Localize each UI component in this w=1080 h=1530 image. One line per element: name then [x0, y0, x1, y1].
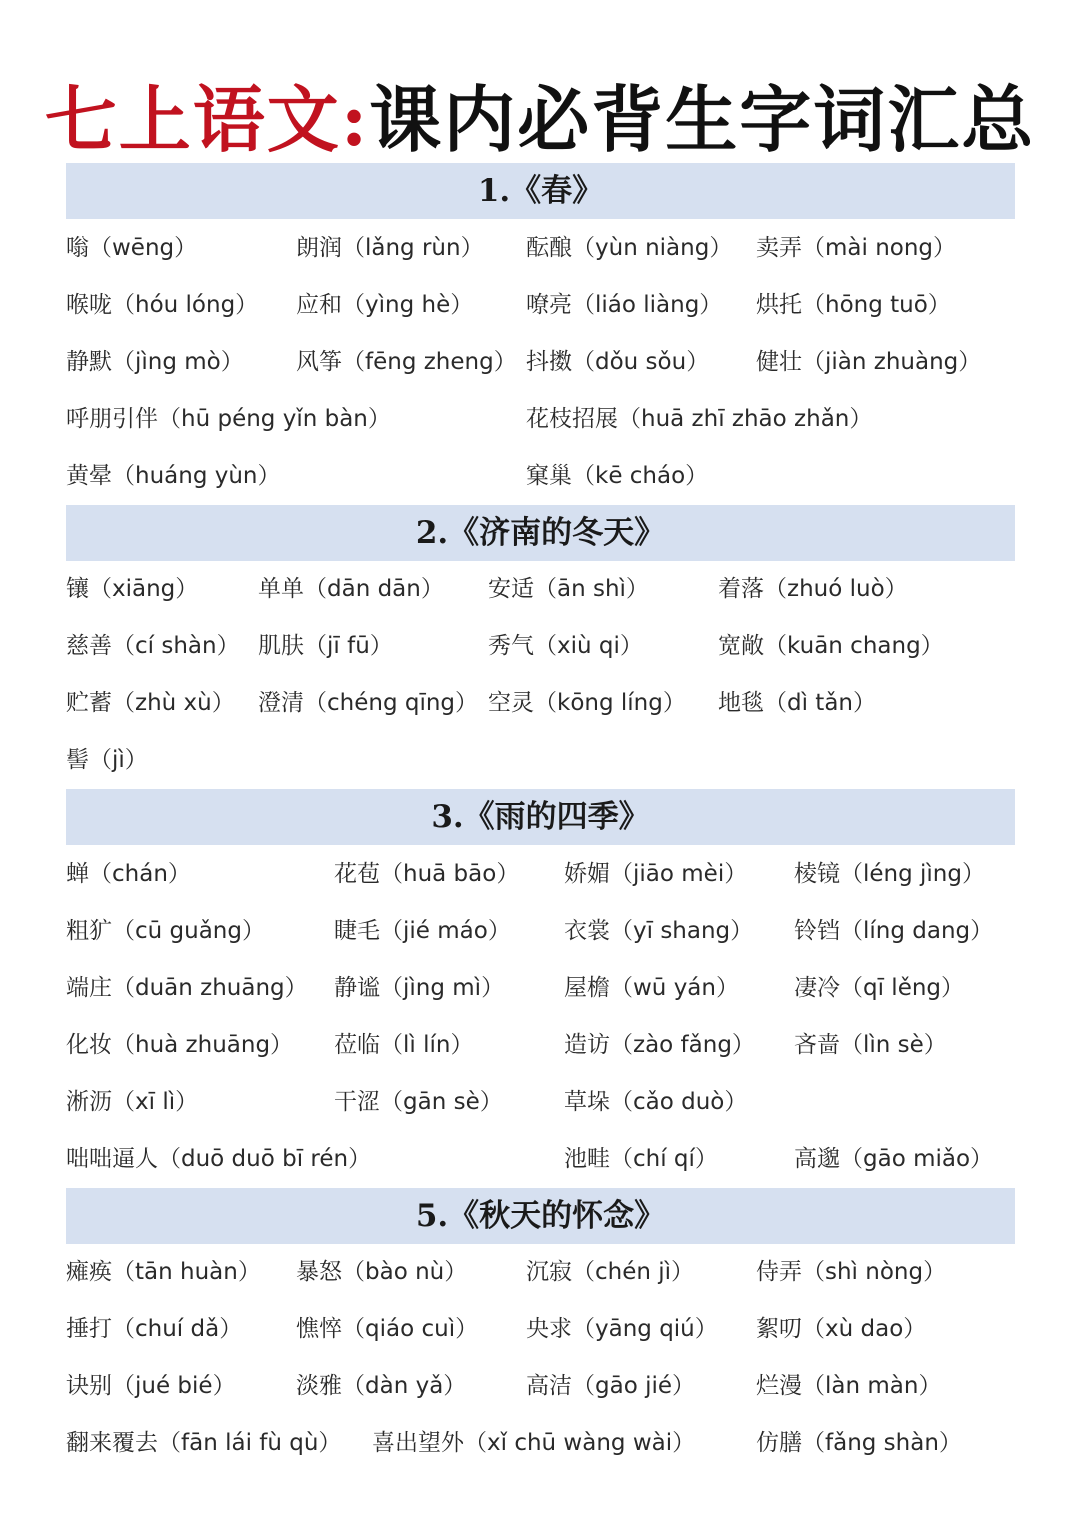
section-header-3: 3.《雨的四季》	[66, 789, 1015, 845]
word-entry: 暴怒（bào nù）	[296, 1259, 468, 1285]
word-entry: 烂漫（làn màn）	[756, 1373, 942, 1399]
word-entry: 静默（jìng mò）	[66, 349, 244, 375]
word-entry: 池畦（chí qí）	[564, 1146, 718, 1172]
word-entry: 捶打（chuí dǎ）	[66, 1316, 243, 1342]
word-entry: 秀气（xiù qi）	[488, 633, 643, 659]
page-title	[0, 78, 1080, 162]
word-entry: 安适（ān shì）	[488, 576, 649, 602]
word-entry: 衣裳（yī shang）	[564, 918, 754, 944]
word-entry: 朗润（lǎng rùn）	[296, 235, 484, 261]
word-entry: 烘托（hōng tuō）	[756, 292, 951, 318]
word-entry: 造访（zào fǎng）	[564, 1032, 755, 1058]
word-entry: 嗡（wēng）	[66, 235, 198, 261]
word-entry: 端庄（duān zhuāng）	[66, 975, 308, 1001]
word-entry: 喉咙（hóu lóng）	[66, 292, 259, 318]
word-entry: 莅临（lì lín）	[334, 1032, 474, 1058]
word-entry: 澄清（chéng qīng）	[258, 690, 479, 716]
word-entry: 凄冷（qī lěng）	[794, 975, 965, 1001]
word-entry: 窠巢（kē cháo）	[526, 463, 709, 489]
word-entry: 花枝招展（huā zhī zhāo zhǎn）	[526, 406, 873, 432]
word-entry: 侍弄（shì nòng）	[756, 1259, 947, 1285]
section-header-2: 2.《济南的冬天》	[66, 505, 1015, 561]
word-entry: 喜出望外（xǐ chū wàng wài）	[372, 1430, 696, 1456]
word-entry: 髻（jì）	[66, 747, 148, 773]
section-header-5: 5.《秋天的怀念》	[66, 1188, 1015, 1244]
word-entry: 草垛（cǎo duò）	[564, 1089, 748, 1115]
word-entry: 蝉（chán）	[66, 861, 191, 887]
word-entry: 睫毛（jié máo）	[334, 918, 511, 944]
word-entry: 着落（zhuó luò）	[718, 576, 908, 602]
word-entry: 吝啬（lìn sè）	[794, 1032, 947, 1058]
word-entry: 咄咄逼人（duō duō bī rén）	[66, 1146, 372, 1172]
word-entry: 高邈（gāo miǎo）	[794, 1146, 994, 1172]
word-entry: 粗犷（cū guǎng）	[66, 918, 265, 944]
word-entry: 黄晕（huáng yùn）	[66, 463, 281, 489]
word-entry: 酝酿（yùn niàng）	[526, 235, 733, 261]
word-entry: 絮叨（xù dao）	[756, 1316, 927, 1342]
word-entry: 嘹亮（liáo liàng）	[526, 292, 723, 318]
word-entry: 屋檐（wū yán）	[564, 975, 739, 1001]
word-entry: 淅沥（xī lì）	[66, 1089, 199, 1115]
word-entry: 呼朋引伴（hū péng yǐn bàn）	[66, 406, 391, 432]
word-entry: 贮蓄（zhù xù）	[66, 690, 235, 716]
word-entry: 化妆（huà zhuāng）	[66, 1032, 294, 1058]
word-entry: 干涩（gān sè）	[334, 1089, 503, 1115]
word-entry: 娇媚（jiāo mèi）	[564, 861, 748, 887]
word-entry: 应和（yìng hè）	[296, 292, 474, 318]
word-entry: 花苞（huā bāo）	[334, 861, 520, 887]
word-entry: 抖擞（dǒu sǒu）	[526, 349, 710, 375]
word-entry: 静谧（jìng mì）	[334, 975, 505, 1001]
word-entry: 风筝（fēng zheng）	[296, 349, 517, 375]
title-part-2: 课内必背生字词汇总	[369, 77, 1036, 162]
word-entry: 仿膳（fǎng shàn）	[756, 1430, 962, 1456]
word-entry: 慈善（cí shàn）	[66, 633, 240, 659]
word-entry: 空灵（kōng líng）	[488, 690, 686, 716]
word-entry: 憔悴（qiáo cuì）	[296, 1316, 479, 1342]
word-entry: 镶（xiāng）	[66, 576, 199, 602]
title-part-1: 七上语文:	[44, 77, 370, 162]
word-entry: 肌肤（jī fū）	[258, 633, 393, 659]
word-entry: 沉寂（chén jì）	[526, 1259, 695, 1285]
word-entry: 地毯（dì tǎn）	[718, 690, 876, 716]
word-entry: 淡雅（dàn yǎ）	[296, 1373, 467, 1399]
word-entry: 健壮（jiàn zhuàng）	[756, 349, 982, 375]
section-header-1: 1.《春》	[66, 163, 1015, 219]
word-entry: 铃铛（líng dang）	[794, 918, 994, 944]
word-entry: 诀别（jué bié）	[66, 1373, 236, 1399]
word-entry: 翻来覆去（fān lái fù qù）	[66, 1430, 342, 1456]
word-entry: 高洁（gāo jié）	[526, 1373, 696, 1399]
word-entry: 卖弄（mài nong）	[756, 235, 957, 261]
word-entry: 单单（dān dān）	[258, 576, 444, 602]
word-entry: 央求（yāng qiú）	[526, 1316, 718, 1342]
word-entry: 棱镜（léng jìng）	[794, 861, 985, 887]
word-entry: 宽敞（kuān chang）	[718, 633, 944, 659]
word-entry: 瘫痪（tān huàn）	[66, 1259, 261, 1285]
